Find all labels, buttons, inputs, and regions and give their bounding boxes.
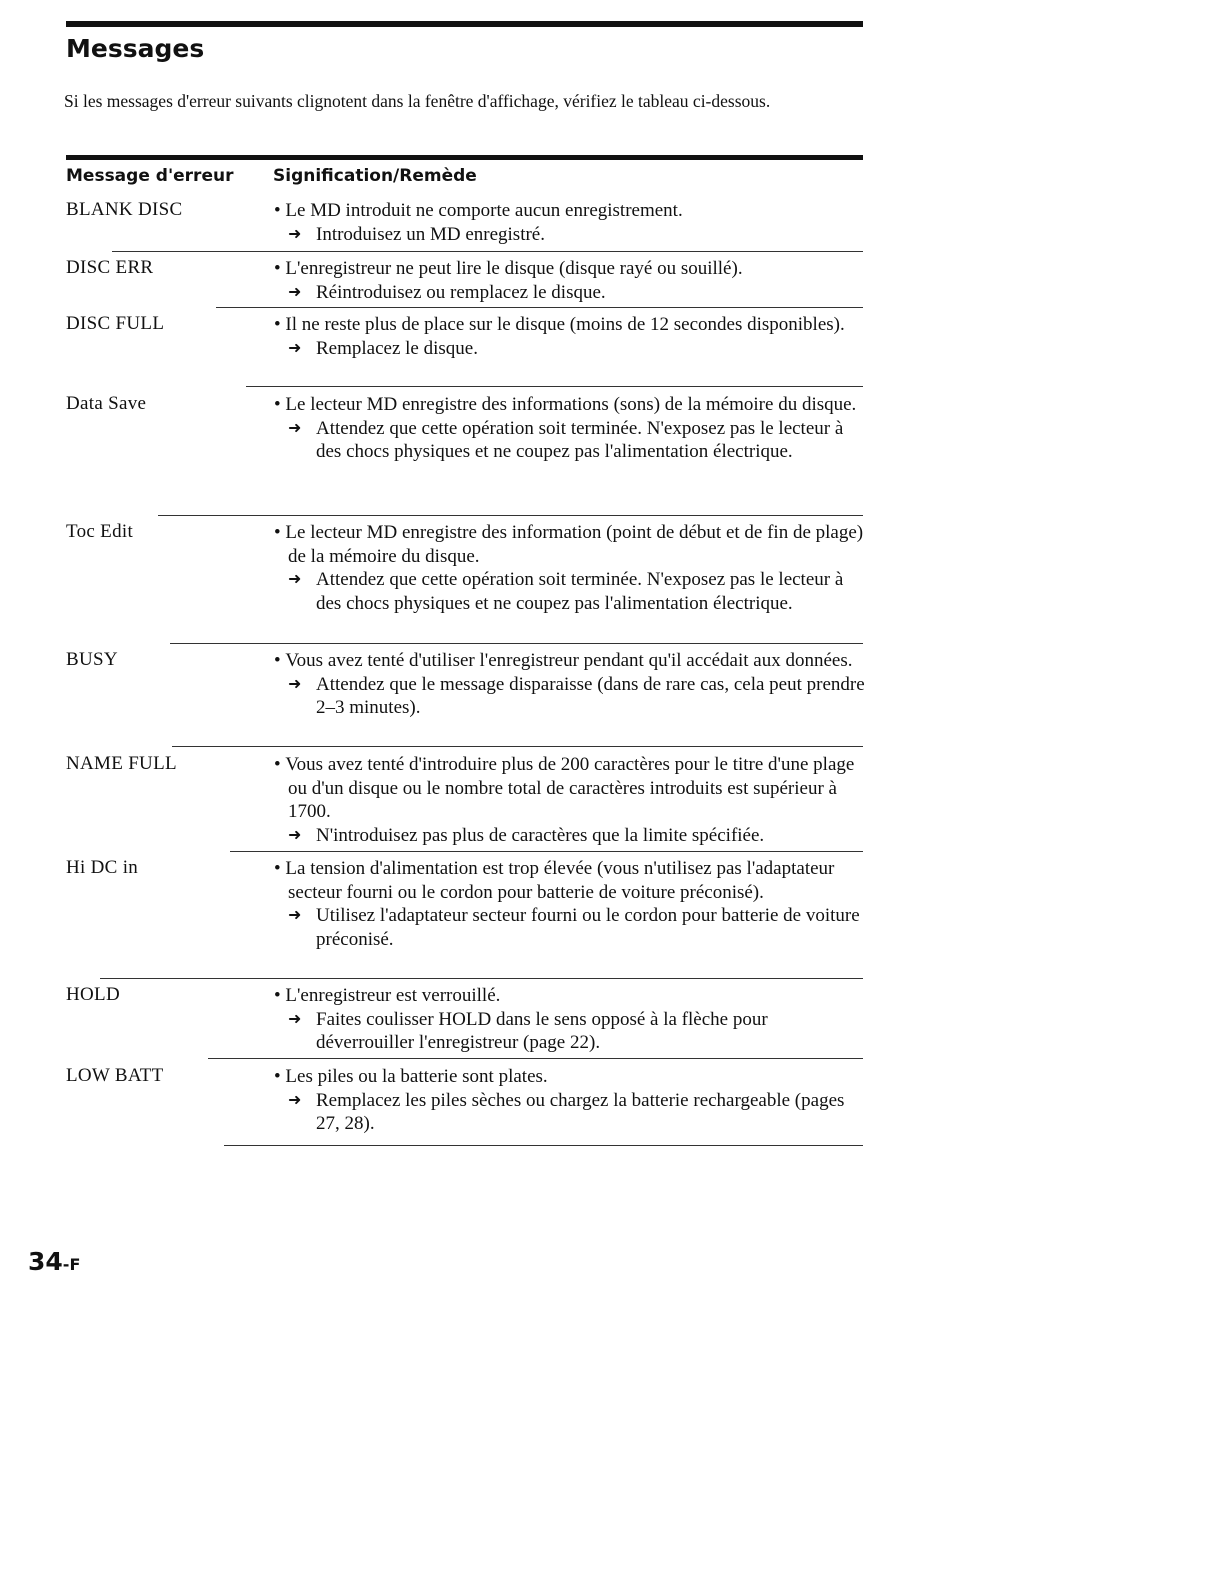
error-code: HOLD	[66, 984, 120, 1005]
meaning-text: • Le lecteur MD enregistre des information (point de début et de fin de plage) de la mémoire du disque.	[274, 521, 866, 568]
error-code: DISC ERR	[66, 257, 154, 278]
error-code: LOW BATT	[66, 1065, 164, 1086]
row-divider	[158, 515, 863, 516]
page-number: 34-F	[28, 1247, 81, 1276]
row-divider	[172, 746, 863, 747]
row-divider	[246, 386, 863, 387]
meaning-text: • Il ne reste plus de place sur le disque (moins de 12 secondes disponibles).	[274, 313, 866, 337]
error-code: Hi DC in	[66, 857, 139, 878]
column-header-message: Message d'erreur	[66, 166, 234, 186]
remedy-text: Attendez que cette opération soit terminée. N'exposez pas le lecteur à des chocs physiques et ne coupez pas l'alimentation électrique.	[316, 417, 844, 462]
title-rule	[66, 21, 863, 27]
meaning-text: • L'enregistreur ne peut lire le disque (disque rayé ou souillé).	[274, 257, 866, 281]
meaning-text: • Le MD introduit ne comporte aucun enregistrement.	[274, 199, 866, 223]
meaning-text: • L'enregistreur est verrouillé.	[274, 984, 866, 1008]
row-divider	[170, 643, 863, 644]
remedy-text: Remplacez le disque.	[316, 337, 478, 359]
error-code: Toc Edit	[66, 521, 134, 542]
intro-paragraph: Si les messages d'erreur suivants clignotent dans la fenêtre d'affichage, vérifiez le tableau ci-dessous.	[64, 91, 771, 111]
remedy-text: Utilisez l'adaptateur secteur fourni ou le cordon pour batterie de voiture préconisé.	[316, 905, 860, 950]
row-divider	[216, 307, 863, 308]
arrow-right-icon: ➜	[288, 571, 302, 588]
error-code: DISC FULL	[66, 313, 165, 334]
meaning-text: • Vous avez tenté d'utiliser l'enregistreur pendant qu'il accédait aux données.	[274, 649, 866, 673]
meaning-text: • Vous avez tenté d'introduire plus de 200 caractères pour le titre d'une plage ou d'un disque ou le nombre total de caractères introduits est supérieur à 1700.	[274, 753, 866, 824]
table-top-rule	[66, 155, 863, 160]
arrow-right-icon: ➜	[288, 339, 302, 357]
remedy-text: Attendez que cette opération soit terminée. N'exposez pas le lecteur à des chocs physiques et ne coupez pas l'alimentation électrique.	[316, 569, 844, 614]
arrow-right-icon: ➜	[288, 1010, 302, 1028]
remedy-text: Remplacez les piles sèches ou chargez la batterie rechargeable (pages 27, 28).	[316, 1089, 845, 1134]
page-title: Messages	[66, 34, 205, 63]
remedy-text: Introduisez un MD enregistré.	[316, 223, 545, 245]
error-code: Data Save	[66, 393, 147, 414]
arrow-right-icon: ➜	[288, 826, 302, 844]
row-divider	[112, 251, 863, 252]
page-suffix: -F	[62, 1255, 81, 1274]
arrow-right-icon: ➜	[288, 907, 302, 924]
row-divider	[224, 1145, 863, 1146]
meaning-text: • La tension d'alimentation est trop élevée (vous n'utilisez pas l'adaptateur secteur fourni ou le cordon pour batterie de voiture préconisé).	[274, 857, 866, 904]
meaning-text: • Le lecteur MD enregistre des informations (sons) de la mémoire du disque.	[274, 393, 866, 417]
remedy-text: N'introduisez pas plus de caractères que la limite spécifiée.	[316, 824, 765, 846]
row-divider	[230, 851, 863, 852]
column-header-remedy: Signification/Remède	[273, 166, 477, 186]
arrow-right-icon: ➜	[288, 1091, 302, 1109]
arrow-right-icon: ➜	[288, 675, 302, 693]
error-code: BUSY	[66, 649, 118, 670]
remedy-text: Faites coulisser HOLD dans le sens opposé à la flèche pour déverrouiller l'enregistreur (page 22).	[316, 1008, 768, 1053]
arrow-right-icon: ➜	[288, 283, 302, 301]
remedy-text: Réintroduisez ou remplacez le disque.	[316, 281, 606, 303]
error-code: BLANK DISC	[66, 199, 183, 220]
remedy-text: Attendez que le message disparaisse (dans de rare cas, cela peut prendre 2–3 minutes).	[316, 673, 865, 718]
meaning-text: • Les piles ou la batterie sont plates.	[274, 1065, 866, 1089]
arrow-right-icon: ➜	[288, 225, 302, 243]
arrow-right-icon: ➜	[288, 419, 302, 437]
row-divider	[100, 978, 863, 979]
row-divider	[208, 1058, 863, 1059]
error-code: NAME FULL	[66, 753, 177, 774]
